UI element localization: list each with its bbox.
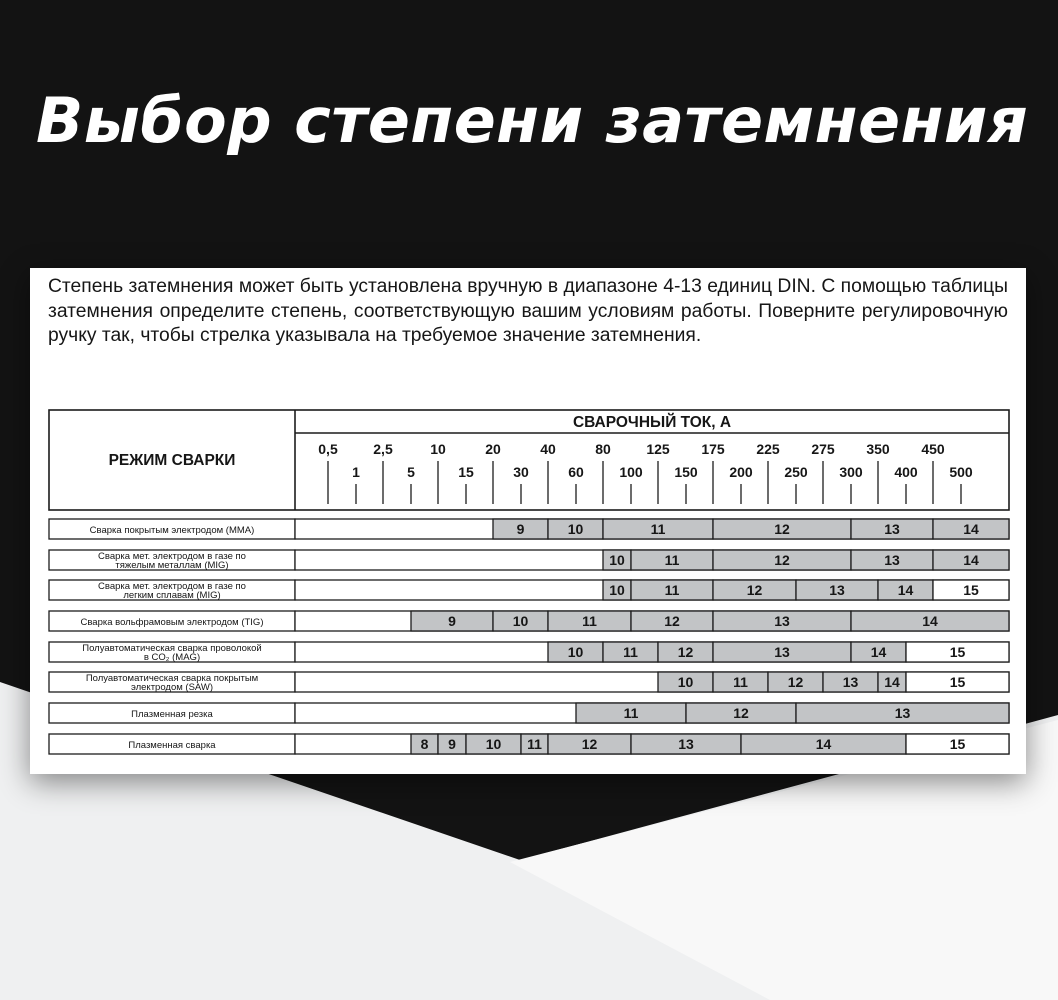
din-value-label: 12	[677, 644, 694, 660]
din-value-label: 10	[485, 736, 502, 752]
din-value-label: 15	[963, 582, 979, 598]
scale-label: 125	[646, 441, 670, 457]
column-header-label: СВАРОЧНЫЙ ТОК, А	[572, 414, 732, 431]
din-value-label: 10	[609, 582, 625, 598]
row-mode-label: Сварка покрытым электродом (MMA)	[89, 525, 255, 536]
scale-label: 350	[866, 441, 890, 457]
din-value-label: 14	[870, 644, 887, 660]
din-value-label: 10	[512, 613, 529, 629]
din-value-label: 11	[664, 552, 680, 568]
din-value-label: 13	[884, 552, 900, 568]
din-value-label: 12	[774, 552, 790, 568]
content-card	[30, 268, 1026, 774]
row-mode-label: Полуавтоматическая сварка проволокой	[82, 643, 262, 654]
page-title: Выбор степени затемнения	[36, 84, 1029, 157]
scale-label: 100	[619, 464, 643, 480]
din-value-label: 13	[894, 705, 911, 721]
din-value-label: 11	[664, 582, 680, 598]
din-value-label: 9	[448, 736, 456, 752]
row-mode-label: Сварка мет. электродом в газе по	[98, 581, 246, 592]
row-mode-label: легким сплавам (MIG)	[123, 590, 221, 601]
din-value-label: 15	[949, 644, 966, 660]
din-value-label: 11	[733, 674, 748, 690]
din-value-label: 12	[733, 705, 749, 721]
din-value-label: 10	[677, 674, 694, 690]
row-mode-label: тяжелым металлам (MIG)	[115, 560, 229, 571]
din-value-label: 12	[664, 613, 680, 629]
scale-label: 175	[701, 441, 725, 457]
scale-label: 250	[784, 464, 808, 480]
din-value-label: 13	[678, 736, 694, 752]
scale-label: 20	[485, 441, 501, 457]
scale-label: 15	[458, 464, 474, 480]
scale-label: 400	[894, 464, 918, 480]
scale-label: 2,5	[373, 441, 393, 457]
din-value-label: 11	[582, 613, 597, 629]
din-value-label: 10	[609, 552, 625, 568]
din-value-label: 15	[949, 674, 966, 690]
scale-label: 500	[949, 464, 973, 480]
row-mode-label: Плазменная резка	[131, 709, 213, 720]
scale-label: 60	[568, 464, 584, 480]
din-value-label: 9	[448, 613, 456, 629]
scale-label: 40	[540, 441, 556, 457]
row-mode-label: в CO₂ (MAG)	[143, 652, 201, 663]
row-mode-label: Плазменная сварка	[128, 740, 216, 751]
din-value-label: 9	[516, 521, 525, 537]
row-header-label: РЕЖИМ СВАРКИ	[108, 452, 236, 469]
scale-label: 80	[595, 441, 611, 457]
scale-label: 30	[513, 464, 529, 480]
intro-text: Степень затемнения может быть установлена вручную в диапазоне 4-13 единиц DIN. С помощью таблицы затемнения определите степень, соответствующую вашим условиям работы. Поверните регулировочную ручку так, чтобы стрелка указывала на требуемое значение затемнения.	[48, 276, 1008, 346]
din-value-label: 11	[650, 521, 666, 537]
row-mode-label: Полуавтоматическая сварка покрытым	[85, 673, 259, 684]
din-value-label: 14	[963, 521, 979, 537]
scale-label: 225	[756, 441, 780, 457]
row-mode-label: Сварка мет. электродом в газе по	[98, 551, 246, 562]
row-mode-label: электродом (SAW)	[130, 682, 214, 693]
din-value-label: 12	[581, 736, 598, 752]
din-value-label: 14	[884, 674, 900, 690]
scale-label: 5	[407, 464, 415, 480]
scale-label: 450	[921, 441, 945, 457]
shade-table	[30, 268, 1026, 774]
scale-label: 150	[674, 464, 698, 480]
din-value-label: 12	[746, 582, 763, 598]
scale-label: 0,5	[318, 441, 338, 457]
scale-label: 300	[839, 464, 863, 480]
din-value-label: 11	[623, 705, 639, 721]
scale-label: 200	[729, 464, 753, 480]
din-value-label: 14	[897, 582, 914, 598]
din-value-label: 11	[527, 736, 542, 752]
scale-label: 10	[430, 441, 446, 457]
din-value-label: 8	[420, 736, 429, 752]
din-value-label: 15	[949, 736, 966, 752]
din-value-label: 14	[815, 736, 832, 752]
din-value-label: 12	[774, 521, 790, 537]
din-value-label: 10	[567, 521, 584, 537]
din-value-label: 12	[787, 674, 804, 690]
din-value-label: 10	[567, 644, 584, 660]
din-value-label: 13	[774, 613, 790, 629]
row-mode-label: Сварка вольфрамовым электродом (TIG)	[80, 617, 264, 628]
din-value-label: 11	[623, 644, 638, 660]
din-value-label: 13	[829, 582, 845, 598]
din-value-label: 13	[884, 521, 900, 537]
din-value-label: 13	[774, 644, 790, 660]
din-value-label: 13	[842, 674, 859, 690]
scale-label: 1	[352, 464, 360, 480]
scale-label: 275	[811, 441, 835, 457]
din-value-label: 14	[963, 552, 979, 568]
din-value-label: 14	[922, 613, 938, 629]
